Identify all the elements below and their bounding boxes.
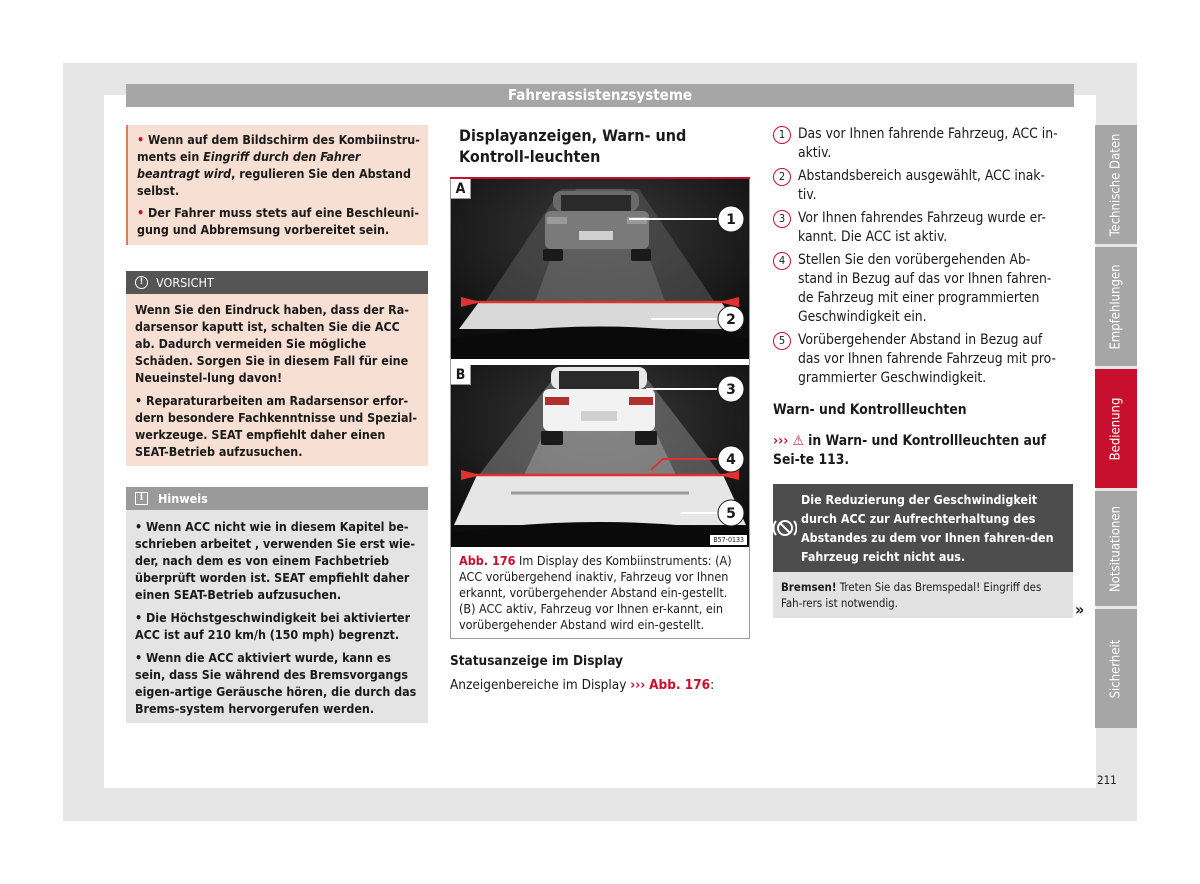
legend-item bbox=[773, 331, 1073, 388]
brake-warning-text: Die Reduzierung der Geschwindigkeit durch ACC zur Aufrechterhaltung des Abstandes zu dem vor Ihnen fahren-den Fahrzeug reicht nicht aus. bbox=[801, 492, 1054, 564]
figure-code: B57-0133 bbox=[710, 535, 747, 545]
legend-item bbox=[773, 125, 1073, 163]
callout-label: 4 bbox=[726, 452, 736, 468]
tab-notsituationen[interactable] bbox=[1095, 491, 1137, 606]
brake-warning-box bbox=[773, 484, 1073, 572]
legend-text: Das vor Ihnen fahrende Fahrzeug, ACC in-aktiv. bbox=[798, 126, 1058, 161]
callout-label: 3 bbox=[726, 382, 736, 398]
info-icon: i bbox=[135, 492, 148, 505]
legend-number: 2 bbox=[773, 168, 791, 186]
note-paragraph: • Die Höchstgeschwindigkeit bei aktivierter ACC ist auf 210 km/h (150 mph) begrenzt. bbox=[135, 610, 411, 642]
brake-instruction bbox=[773, 572, 1073, 618]
middle-column bbox=[450, 125, 750, 693]
panel-letter-a: A bbox=[451, 179, 471, 199]
callout-label: 2 bbox=[726, 312, 736, 328]
reference-arrows: ››› bbox=[773, 433, 789, 449]
tab-bedienung[interactable] bbox=[1095, 369, 1137, 488]
legend-text: Vor Ihnen fahrendes Fahrzeug wurde er-kannt. Die ACC ist aktiv. bbox=[798, 210, 1046, 245]
status-text bbox=[450, 677, 750, 693]
warn-lights-title: Warn- und Kontrollleuchten bbox=[773, 402, 967, 418]
page-number: 211 bbox=[1097, 773, 1117, 787]
tab-label: Notsituationen bbox=[1108, 505, 1124, 592]
figure-panel-b bbox=[451, 359, 749, 547]
status-title: Statusanzeige im Display bbox=[450, 653, 623, 669]
tab-empfehlungen[interactable] bbox=[1095, 247, 1137, 366]
tab-label: Bedienung bbox=[1108, 397, 1124, 460]
callout-label: 5 bbox=[726, 506, 736, 522]
warning-bullet: • bbox=[137, 205, 145, 220]
reference-text: in Warn- und Kontrollleuchten auf Sei-te 113. bbox=[773, 433, 1047, 468]
warning-box bbox=[126, 125, 428, 245]
warning-bullet: • bbox=[137, 132, 145, 147]
warn-lights-reference[interactable] bbox=[773, 432, 1063, 470]
reference-arrows: ››› bbox=[630, 677, 646, 693]
tab-sicherheit[interactable] bbox=[1095, 609, 1137, 728]
note-box bbox=[126, 487, 428, 723]
tab-technische-daten[interactable] bbox=[1095, 125, 1137, 244]
legend-number: 4 bbox=[773, 252, 791, 270]
status-colon: : bbox=[710, 677, 715, 693]
caption-text: Im Display des Kombiinstruments: (A) ACC vorübergehend inaktiv, Fahrzeug vor Ihnen erkannt, vorübergehender Abstand ein-gestellt. (B) ACC aktiv, Fahrzeug vor Ihnen er-kannt, ein vorübergehender Abstand wird ein-gestellt. bbox=[459, 553, 732, 632]
left-column bbox=[126, 125, 428, 723]
legend-number: 1 bbox=[773, 126, 791, 144]
warning-text: Wenn auf dem Bildschirm des Kombiinstru-ments ein bbox=[137, 132, 420, 164]
warning-emphasis: Eingriff durch den Fahrer beantragt wird bbox=[137, 149, 361, 181]
figure-176 bbox=[450, 179, 750, 639]
note-header bbox=[126, 487, 428, 510]
note-heading: Hinweis bbox=[158, 491, 208, 506]
section-title: Displayanzeigen, Warn- und Kontroll-leuchten bbox=[450, 125, 750, 179]
acc-brake-icon bbox=[773, 484, 797, 572]
exclamation-circle-icon: ! bbox=[135, 276, 148, 289]
legend-number: 3 bbox=[773, 210, 791, 228]
legend-text: Stellen Sie den vorübergehenden Ab-stand in Bezug auf das vor Ihnen fahren-de Fahrzeug mit einer programmierten Geschwindigkeit ein. bbox=[798, 252, 1052, 325]
continue-marker: » bbox=[1075, 600, 1085, 619]
tab-label: Sicherheit bbox=[1108, 639, 1124, 698]
tab-label: Technische Daten bbox=[1108, 133, 1124, 236]
note-body bbox=[126, 510, 428, 723]
legend-text: Vorübergehender Abstand in Bezug auf das vor Ihnen fahrende Fahrzeug mit pro-grammierter Geschwindigkeit. bbox=[798, 332, 1056, 386]
callout-label: 1 bbox=[726, 212, 736, 228]
warning-item bbox=[137, 204, 420, 238]
panel-letter-b: B bbox=[451, 365, 471, 385]
caution-body bbox=[126, 294, 428, 466]
figure-panel-a bbox=[451, 179, 749, 359]
warning-triangle-icon: ⚠ bbox=[792, 433, 804, 449]
note-paragraph: • Wenn die ACC aktiviert wurde, kann es sein, dass Sie während des Bremsvorgangs eigen-artige Geräusche hören, die durch das Brems-system hervorgerufen werden. bbox=[135, 650, 417, 716]
warning-text: , regulieren Sie den Abstand selbst. bbox=[137, 166, 411, 198]
legend-item bbox=[773, 251, 1073, 327]
display-illustration-a bbox=[451, 179, 749, 359]
legend-number: 5 bbox=[773, 332, 791, 350]
caption-label: Abb. 176 bbox=[459, 553, 516, 568]
legend-item bbox=[773, 209, 1073, 247]
page-header: Fahrerassistenzsysteme bbox=[126, 84, 1074, 107]
figure-caption bbox=[451, 547, 749, 638]
caution-paragraph: Wenn Sie den Eindruck haben, dass der Ra-darsensor kaputt ist, schalten Sie die ACC ab. Dadurch vermeiden Sie mögliche Schäden. Sorgen Sie in diesem Fall für eine Neueinstel-lung davon! bbox=[135, 302, 409, 385]
caution-paragraph: • Reparaturarbeiten am Radarsensor erfor-dern besondere Fachkenntnisse und Spezial-werkzeuge. SEAT empfiehlt daher einen SEAT-Betrieb aufzusuchen. bbox=[135, 393, 417, 459]
legend-item bbox=[773, 167, 1073, 205]
note-paragraph: • Wenn ACC nicht wie in diesem Kapitel be-schrieben arbeitet , verwenden Sie erst wie-der, nach dem es von einem Fachbetrieb überprüft worden ist. SEAT empfiehlt daher einen SEAT-Betrieb aufzusuchen. bbox=[135, 519, 415, 602]
warning-text: Der Fahrer muss stets auf eine Beschleuni-gung und Abbremsung vorbereitet sein. bbox=[137, 205, 419, 237]
caution-box bbox=[126, 271, 428, 466]
tab-label: Empfehlungen bbox=[1108, 263, 1124, 350]
caution-header bbox=[126, 271, 428, 294]
figure-reference-link[interactable]: Abb. 176 bbox=[649, 677, 711, 693]
right-column bbox=[773, 125, 1073, 618]
warning-item bbox=[137, 131, 420, 199]
display-illustration-b bbox=[451, 365, 749, 547]
brake-instruction-bold: Bremsen! bbox=[781, 580, 837, 594]
status-label: Anzeigenbereiche im Display bbox=[450, 677, 627, 693]
caution-heading: VORSICHT bbox=[156, 275, 214, 290]
legend-list bbox=[773, 125, 1073, 388]
legend-text: Abstandsbereich ausgewählt, ACC inak-tiv. bbox=[798, 168, 1045, 203]
brake-instruction-text: Treten Sie das Bremspedal! Eingriff des Fah-rers ist notwendig. bbox=[781, 580, 1042, 610]
